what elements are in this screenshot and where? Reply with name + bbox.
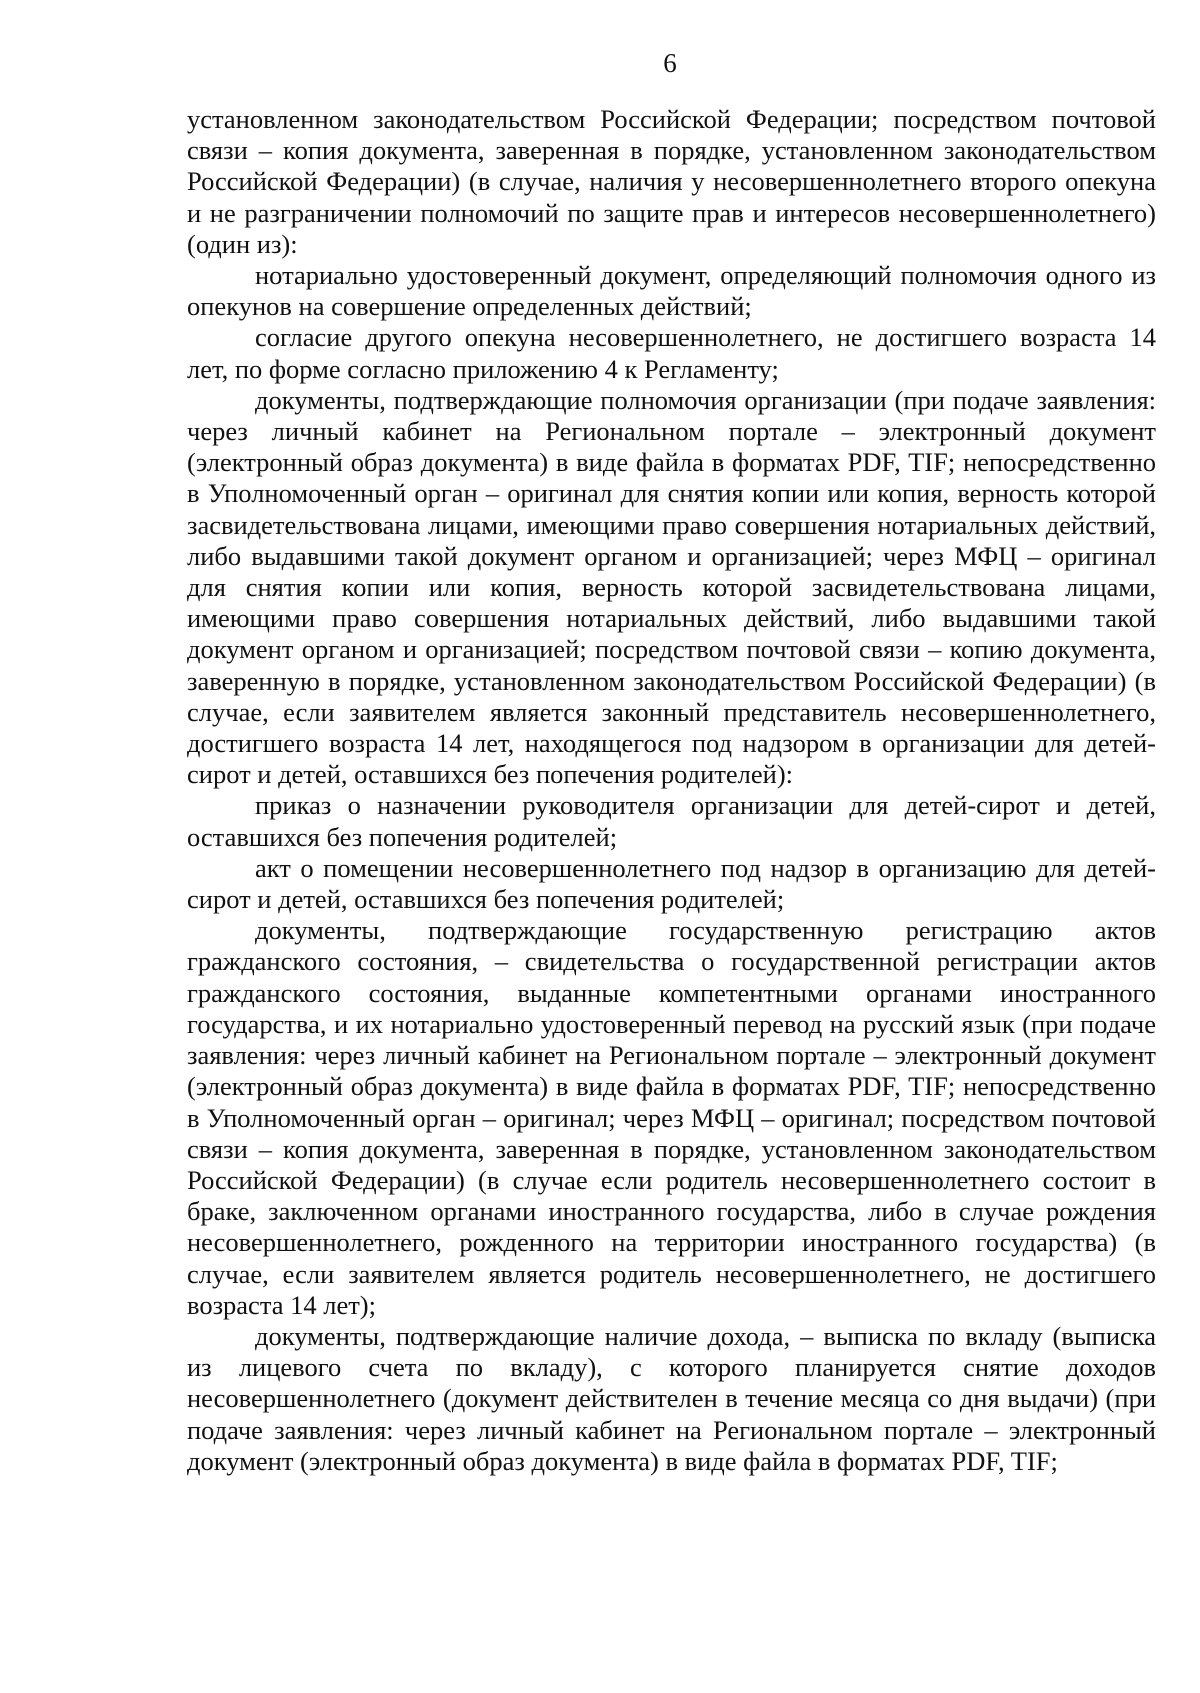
paragraph-notarial-document: нотариально удостоверенный документ, определяющий полномочия одного из опекунов на совершение определенных действий; (187, 260, 1156, 322)
page-number: 6 (663, 48, 677, 78)
paragraph-income-documents: документы, подтверждающие наличие дохода, – выписка по вкладу (выписка из лицевого счета по вкладу), с которого планируется снятие доходов несовершеннолетнего (документ действителен в течение месяца со дня выдачи) (при подаче заявления: через личный кабинет на Региональном портале – электронный документ (электронный образ документа) в виде файла в форматах PDF, TIF; (187, 1320, 1156, 1476)
document-body (187, 104, 1156, 1477)
paragraph-guardian-consent: согласие другого опекуна несовершеннолетнего, не достигшего возраста 14 лет, по форме согласно приложению 4 к Регламенту; (187, 322, 1156, 384)
paragraph-continuation: установленном законодательством Российской Федерации; посредством почтовой связи – копия документа, заверенная в порядке, установленном законодательством Российской Федерации) (в случае, наличия у несовершеннолетнего второго опекуна и не разграничении полномочий по защите прав и интересов несовершеннолетнего) (один из): (187, 104, 1156, 259)
paragraph-director-order: приказ о назначении руководителя организации для детей-сирот и детей, оставшихся без попечения родителей; (187, 790, 1156, 852)
paragraph-organization-authority: документы, подтверждающие полномочия организации (при подаче заявления: через личный кабинет на Региональном портале – электронный документ (электронный образ документа) в виде файла в форматах PDF, TIF; непосредственно в Уполномоченный орган – оригинал для снятия копии или копия, верность которой засвидетельствована лицами, имеющими право совершения нотариальных действий, либо выдавшими такой документ органом и организацией; через МФЦ – оригинал для снятия копии или копия, верность которой засвидетельствована лицами, имеющими право совершения нотариальных действий, либо выдавшими такой документ органом и организацией; посредством почтовой связи – копию документа, заверенную в порядке, установленном законодательством Российской Федерации) (в случае, если заявителем является законный представитель несовершеннолетнего, достигшего возраста 14 лет, находящегося под надзором в организации для детей-сирот и детей, оставшихся без попечения родителей): (187, 384, 1156, 790)
paragraph-supervision-act: акт о помещении несовершеннолетнего под надзор в организацию для детей-сирот и детей, оставшихся без попечения родителей; (187, 852, 1156, 915)
paragraph-civil-registration: документы, подтверждающие государственную регистрацию актов гражданского состояния, – свидетельства о государственной регистрации актов гражданского состояния, выданные компетентными органами иностранного государства, и их нотариально удостоверенный перевод на русский язык (при подаче заявления: через личный кабинет на Региональном портале – электронный документ (электронный образ документа) в виде файла в форматах PDF, TIF; непосредственно в Уполномоченный орган – оригинал; через МФЦ – оригинал; посредством почтовой связи – копия документа, заверенная в порядке, установленном законодательством Российской Федерации) (в случае если родитель несовершеннолетнего состоит в браке, заключенном органами иностранного государства, либо в случае рождения несовершеннолетнего, рожденного на территории иностранного государства) (в случае, если заявителем является родитель несовершеннолетнего, не достигшего возраста 14 лет); (187, 915, 1156, 1320)
